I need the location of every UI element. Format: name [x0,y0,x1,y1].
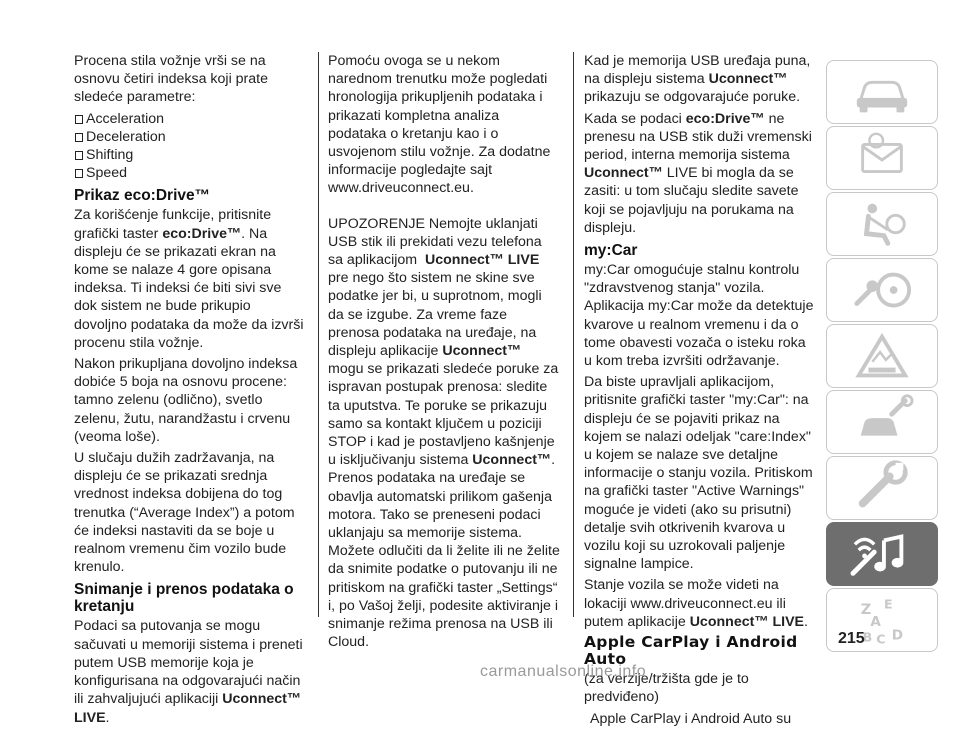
text: UPOZORENJE Nemojte uklanjati USB stik ili prekidati vezu telefona sa aplikacijom [328,215,542,269]
hazard-triangle-icon [827,325,937,387]
bold-text: Uconnect™ LIVE [74,691,302,726]
chapter-tabs [826,60,938,654]
page-number: 215 [838,630,865,647]
paragraph: Da biste upravljali aplikacijom, pritisnite grafički taster "my:Car": na displeju će se pojaviti prikaz na kojem se nalazi odeljak "care:Index" u kojem se nalaze sve detaljne informacije o stanju vozila. Pritiskom na grafički taster "Active Warnings" moguće je videti (ako su prisutni) detalje svih otkrivenih kvarova u vozilu koji su uzrokovali paljenje signalne lampice. [584,374,813,573]
svg-text:Z: Z [860,602,872,619]
text: LIVE bi mogla da se zasiti: u tom slučaju sledite savete koji se pojavljuju na porukama na displeju. [584,165,799,236]
text: Stanje vozila se može videti na lokaciji www.driveuconnect.eu ili putem aplikacije [584,577,786,630]
spanner-icon [827,457,937,519]
paragraph [74,206,306,352]
heading-mycar: my:Car [584,242,638,260]
list-item: Acceleration [74,110,306,128]
text: Za korišćenje funkcije, pritisnite grafički taster [74,207,272,242]
svg-text:A: A [870,613,881,630]
paragraph [74,617,306,726]
heading-snimanje: Snimanje i prenos podataka o kretanju [74,581,294,616]
tab-emergency[interactable] [826,324,938,388]
paragraph: my:Car omogućuje stalnu kontrolu "zdravstvenog stanja" vozila. Aplikacija my:Car može da detektuje kvarove u realnom vremenu i da o tome obavesti vozača o isteku roka u kom treba izvršiti održavanje. [584,262,814,370]
list-item: Speed [74,164,306,182]
multimedia-icon [827,523,937,585]
bold-text: Uconnect™ [442,343,522,360]
warning-paragraph [328,215,560,652]
parameter-list [74,110,306,183]
text: ne prenesu na USB stik duži vremenski period, interna memorija sistema [584,110,812,164]
text: Kad je memorija USB uređaja puna, na displeju sistema [584,53,811,88]
text: pre nego što sistem ne skine sve podatke jer bi, u suprotnom, mogli da se izgube. Za vreme faze prenosa podataka na uređaje, na displeju aplikacije [328,270,542,360]
bold-text: Uconnect™ [584,165,663,182]
paragraph: (za verzije/tržišta gde je to predviđeno) [584,671,749,706]
tab-multimedia[interactable] [826,522,938,586]
bold-text: Uconnect™ LIVE [689,613,804,630]
paragraph: Nakon prikupljana dovoljno indeksa dobiće 5 boja na osnovu procene: tamno zelenu (odlično), svetlo zelenu, žutu, narandžastu i crvenu (veoma loše). [74,356,298,445]
column-divider-2 [573,52,574,617]
list-item: Deceleration [74,128,306,146]
watermark: carmanualsonline.info [480,663,647,680]
bold-text: eco:Drive™ [685,110,765,127]
paragraph: Apple CarPlay i Android Auto su [590,710,792,727]
column-3 [584,52,816,731]
text: Kada se podaci [584,110,686,127]
tab-car[interactable] [826,60,938,124]
tab-technical[interactable] [826,456,938,520]
heading-ecodrive: Prikaz eco:Drive™ [74,187,211,205]
bold-text: Uconnect™ LIVE [425,252,540,269]
paragraph [584,52,816,107]
text: . [105,709,110,726]
bold-text: eco:Drive™ [162,225,242,242]
envelope-warning-icon [827,127,937,189]
paragraph [584,576,816,631]
car-icon [827,61,937,123]
svg-text:D: D [891,627,903,644]
svg-text:E: E [883,596,893,612]
tab-warnings[interactable] [826,126,938,190]
intro-text: Procena stila vožnje vrši se na osnovu četiri indeksa koji prate sledeće parametre: [74,53,268,106]
tab-maintenance[interactable] [826,390,938,454]
text: . Prenos podataka na uređaje se obavlja automatski prilikom gašenja motora. Tako se preneseni podaci uklanjaju sa memorije sistema. Možete odlučiti da li želite ili ne želite da snimite podatke o putovanju ili ne pritiskom na grafički taster „Settings“ i, po Vašoj želji, podesite aktiviranje i snimanje režima prenosa na USB ili Cloud. [328,452,560,651]
heading-apple-carplay: Apple CarPlay i Android Auto [584,633,798,669]
seat-airbag-icon [827,193,937,255]
wrench-car-icon [827,391,937,453]
column-divider-1 [318,52,319,617]
list-item: Shifting [74,146,306,164]
paragraph: Pomoću ovoga se u nekom narednom trenutku može pogledati hronologija prikupljenih podataka i prikazati kompletna analiza podataka o kretanju kao i o usvojenom stilu vožnje. Za dodatne informacije pogledajte sajt www.driveuconnect.eu. [328,53,551,197]
text: . [804,613,808,630]
bold-text: Uconnect™ [708,71,788,88]
text: prikazuju se odgovarajuće poruke. [584,89,801,106]
paragraph: U slučaju dužih zadržavanja, na displeju će se prikazati srednja vrednost indeksa dobijena do tog trenutka (“Average Index”) a potom će indeksi nastaviti da se boje u realnom vremenu čim vozilo bude krenulo. [74,450,295,576]
bold-text: Uconnect™ [472,452,552,469]
column-2 [328,52,560,655]
tab-safety[interactable] [826,192,938,256]
paragraph [584,110,816,237]
text: mogu se prikazati sledeće poruke za ispravan postupak prenosa: sledite ta uputstva. Te poruke se prikazuju samo sa kontakt ključem u poziciji STOP i kad je postavljeno kašnjenje u isključivanju sistema [328,361,559,469]
text: . Na displeju će se prikazati ekran na kome se nalaze 4 gore opisana indeksa. Ti indeksi će biti sivi sve dok sistem ne bude prikupio dovoljno podataka da može da izvrši procenu stila vožnje. [74,225,304,351]
spacer [328,201,560,215]
svg-text:B: B [862,629,873,645]
key-steering-icon [827,259,937,321]
svg-text:C: C [876,631,886,647]
column-1 [74,52,306,730]
tab-starting[interactable] [826,258,938,322]
text: Podaci sa putovanja se mogu sačuvati u memoriji sistema i preneti putem USB memorije koja je konfigurisana na odgovarajući način ili zahvaljujući aplikaciji [74,618,303,708]
